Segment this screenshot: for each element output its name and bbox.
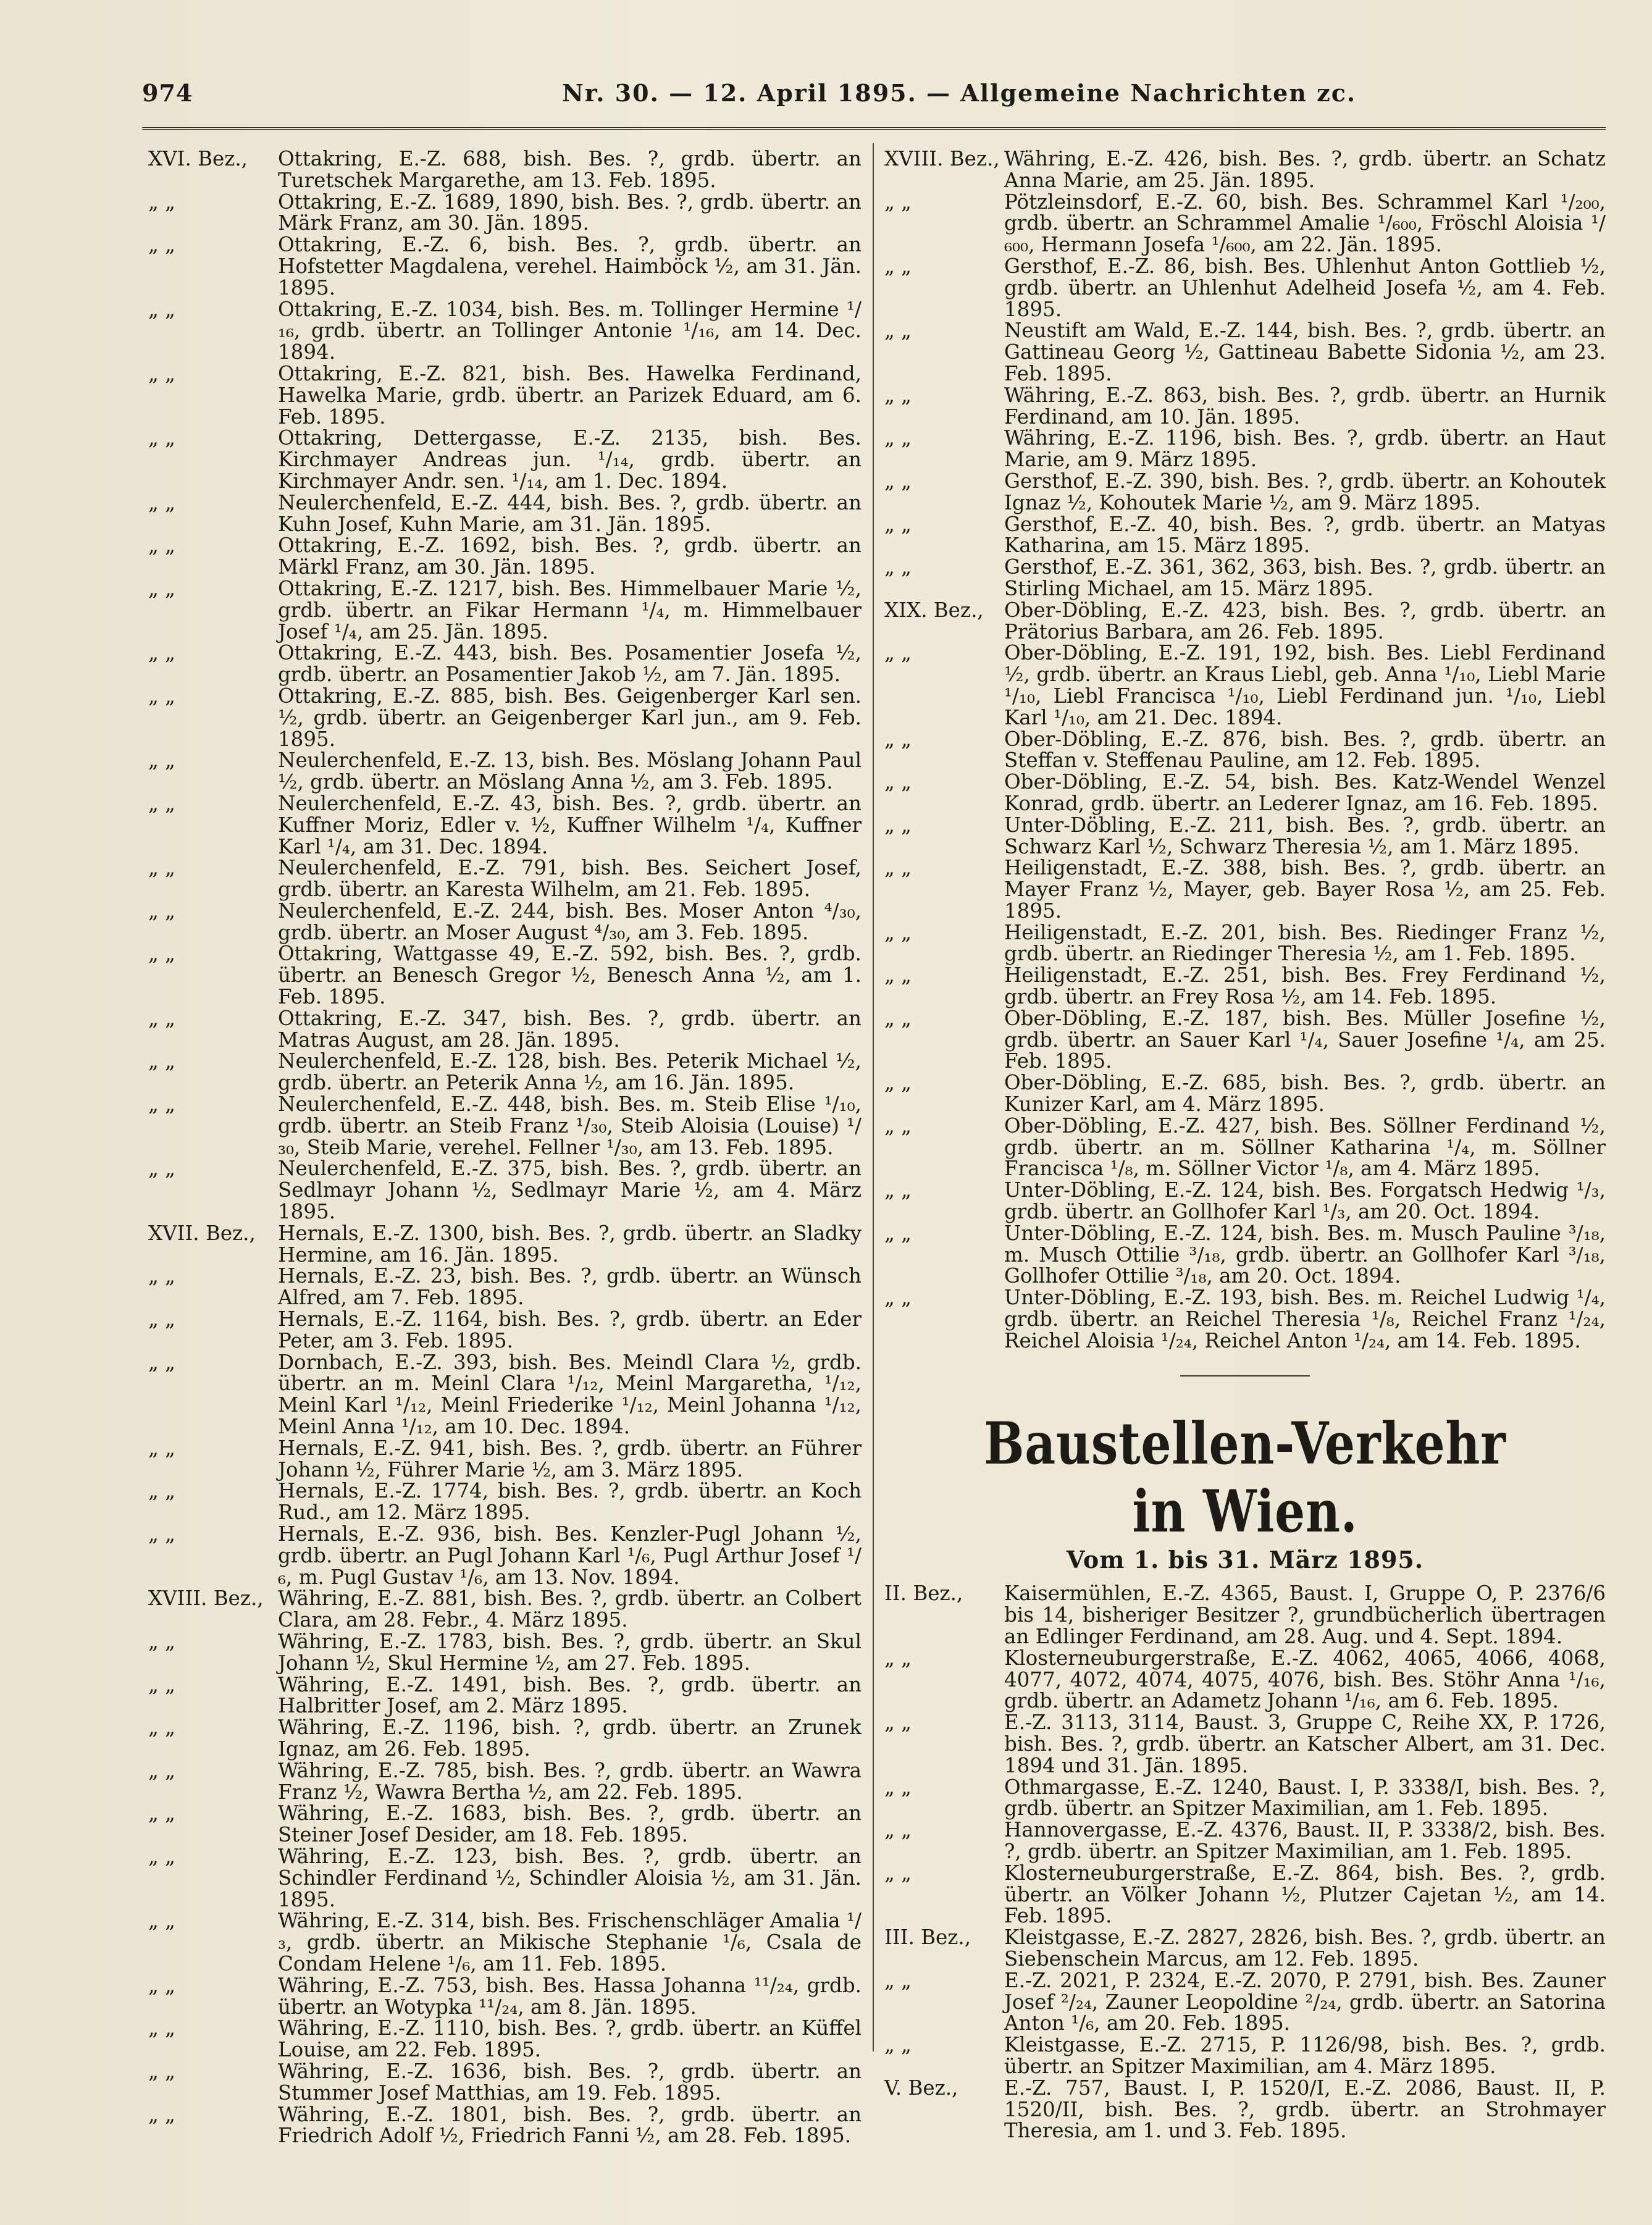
- register-entry: [884, 771, 1606, 815]
- register-entry: [884, 642, 1606, 728]
- register-entry: [884, 1223, 1606, 1287]
- entry-text: Neulerchenfeld, E.-Z. 375, bish. Bes. ?, grdb. übertr. an Sedlmayr Johann ½, Sedlmayr Marie ½, am 4. März 1895.: [278, 1157, 862, 1224]
- section-title: Baustellen-Verkehr in Wien.: [984, 1409, 1506, 1546]
- district-prefix: „ „: [148, 1844, 176, 1868]
- register-entry: [148, 2104, 862, 2147]
- entry-text: Währing, E.-Z. 1636, bish. Bes. ?, grdb. übertr. an Stummer Josef Matthias, am 19. Feb. 1895.: [278, 2059, 862, 2105]
- entry-text: Hernals, E.-Z. 941, bish. Bes. ?, grdb. übertr. an Führer Johann ½, Führer Marie ½, am 3. März 1895.: [278, 1436, 862, 1481]
- register-entry: [884, 1819, 1606, 1863]
- district-prefix: „ „: [148, 1092, 176, 1117]
- entry-text: Ottakring, E.-Z. 688, bish. Bes. ?, grdb. übertr. an Turetschek Margarethe, am 13. Feb. 1895.: [278, 147, 862, 192]
- register-entry: [884, 471, 1606, 514]
- district-prefix: II. Bez.,: [884, 1582, 963, 1606]
- district-prefix: „ „: [884, 813, 912, 837]
- entry-text: Kleistgasse, E.-Z. 2715, P. 1126/98, bish. Bes. ?, grdb. übertr. an Spitzer Maximilian, am 4. März 1895.: [1004, 2033, 1606, 2078]
- district-prefix: XIX. Bez.,: [884, 598, 984, 622]
- entry-text: Gersthof, E.-Z. 86, bish. Bes. Uhlenhut Anton Gottlieb ½, grdb. übertr. an Uhlenhut Adelheid Josefa ½, am 4. Feb. 1895.: [1004, 254, 1606, 321]
- district-prefix: „ „: [148, 1350, 176, 1374]
- column-divider: [873, 143, 874, 2051]
- entry-text: Othmargasse, E.-Z. 1240, Baust. I, P. 3338/I, bish. Bes. ?, grdb. übertr. an Spitzer Maximilian, am 1. Feb. 1895.: [1004, 1775, 1606, 1821]
- register-entry: [148, 1050, 862, 1094]
- register-entry: [148, 1309, 862, 1352]
- district-prefix: „ „: [148, 1049, 176, 1073]
- entry-text: Hernals, E.-Z. 1164, bish. Bes. ?, grdb. übertr. an Eder Peter, am 3. Feb. 1895.: [278, 1307, 862, 1352]
- register-entry: [148, 1975, 862, 2018]
- entry-text: Neulerchenfeld, E.-Z. 13, bish. Bes. Möslang Johann Paul ½, grdb. übertr. an Möslang Anna ½, am 3. Feb. 1895.: [278, 748, 862, 794]
- district-prefix: „ „: [148, 426, 176, 450]
- register-entry: [148, 1717, 862, 1760]
- register-entry: [148, 1438, 862, 1481]
- register-entry: [148, 1480, 862, 1523]
- register-entry: [884, 514, 1606, 557]
- district-prefix: „ „: [884, 1968, 912, 1992]
- district-prefix: „ „: [884, 1113, 912, 1138]
- district-prefix: „ „: [884, 641, 912, 665]
- entry-text: Neustift am Wald, E.-Z. 144, bish. Bes. ?, grdb. übertr. an Gattineau Georg ½, Gattineau Babette Sidonia ½, am 23. Feb. 1895.: [1004, 319, 1606, 385]
- entry-text: Währing, E.-Z. 1491, bish. Bes. ?, grdb. übertr. an Halbritter Josef, am 2. März 1895.: [278, 1672, 862, 1718]
- register-entry: [148, 1803, 862, 1846]
- district-prefix: „ „: [148, 233, 176, 257]
- register-entry: [148, 685, 862, 750]
- entry-text: Ober-Döbling, E.-Z. 685, bish. Bes. ?, grdb. übertr. an Kunizer Karl, am 4. März 1895.: [1004, 1071, 1606, 1117]
- entry-text: Hernals, E.-Z. 1300, bish. Bes. ?, grdb. übertr. an Sladky Hermine, am 16. Jän. 1895.: [278, 1221, 862, 1267]
- district-prefix: „ „: [884, 555, 912, 579]
- left-column: [148, 148, 862, 2147]
- district-prefix: „ „: [884, 426, 912, 450]
- district-prefix: „ „: [884, 469, 912, 493]
- district-prefix: „ „: [884, 1221, 912, 1245]
- entry-text: Gersthof, E.-Z. 40, bish. Bes. ?, grdb. übertr. an Matyas Katharina, am 15. März 1895.: [1004, 512, 1606, 558]
- entry-text: Ottakring, E.-Z. 1692, bish. Bes. ?, grdb. übertr. an Märkl Franz, am 30. Jän. 1895.: [278, 534, 862, 579]
- district-prefix: „ „: [884, 770, 912, 794]
- entry-text: Hernals, E.-Z. 1774, bish. Bes. ?, grdb. übertr. an Koch Rud., am 12. März 1895.: [278, 1479, 862, 1525]
- right-column-entries: [884, 148, 1606, 1352]
- district-prefix: III. Bez.,: [884, 1925, 971, 1950]
- entry-text: Neulerchenfeld, E.-Z. 791, bish. Bes. Seichert Josef, grdb. übertr. an Karesta Wilhelm, am 21. Feb. 1895.: [278, 856, 862, 902]
- section-divider: [1180, 1375, 1310, 1376]
- entry-text: Währing, E.-Z. 785, bish. Bes. ?, grdb. übertr. an Wawra Franz ½, Wawra Bertha ½, am 22. Feb. 1895.: [278, 1758, 862, 1804]
- register-entry: [884, 556, 1606, 600]
- register-entry: [884, 922, 1606, 965]
- district-prefix: „ „: [148, 1629, 176, 1653]
- register-entry: [148, 148, 862, 191]
- running-title: Nr. 30. — 12. April 1895. — Allgemeine Nachrichten zc.: [562, 79, 1357, 107]
- district-prefix: „ „: [884, 963, 912, 987]
- district-prefix: „ „: [148, 1758, 176, 1782]
- district-prefix: „ „: [148, 791, 176, 815]
- district-prefix: „ „: [884, 383, 912, 407]
- register-entry: [148, 1631, 862, 1674]
- register-entry: [148, 191, 862, 235]
- register-entry: [148, 1846, 862, 1910]
- entry-text: Ottakring, E.-Z. 1217, bish. Bes. Himmelbauer Marie ½, grdb. übertr. an Fikar Hermann ¹/₄, m. Himmelbauer Josef ¹/₄, am 25. Jän. 1895.: [278, 576, 862, 643]
- entry-text: Hernals, E.-Z. 23, bish. Bes. ?, grdb. übertr. an Wünsch Alfred, am 7. Feb. 1895.: [278, 1264, 862, 1310]
- entry-text: Währing, E.-Z. 1801, bish. Bes. ?, grdb. übertr. an Friedrich Adolf ½, Friedrich Fanni ½, am 28. Feb. 1895.: [278, 2102, 862, 2148]
- entry-text: Währing, E.-Z. 753, bish. Bes. Hassa Johanna ¹¹/₂₄, grdb. übertr. an Wotypka ¹¹/₂₄, am 8. Jän. 1895.: [278, 1973, 862, 2019]
- district-prefix: „ „: [148, 1436, 176, 1460]
- entry-text: Klosterneuburgerstraße, E.-Z. 4062, 4065, 4066, 4068, 4077, 4072, 4074, 4075, 4076, bish. Bes. Stöhr Anna ¹/₁₆, grdb. übertr. an Adametz Johann ¹/₁₆, am 6. Feb. 1895.: [1004, 1646, 1606, 1713]
- district-prefix: XVII. Bez.,: [148, 1221, 256, 1245]
- district-prefix: „ „: [884, 512, 912, 536]
- register-entry: [148, 1158, 862, 1222]
- entry-text: Ober-Döbling, E.-Z. 876, bish. Bes. ?, grdb. übertr. an Steffan v. Steffenau Pauline, am 12. Feb. 1895.: [1004, 727, 1606, 773]
- entry-text: Kleistgasse, E.-Z. 2827, 2826, bish. Bes. ?, grdb. übertr. an Siebenschein Marcus, am 12. Feb. 1895.: [1004, 1925, 1606, 1971]
- register-entry: [884, 1970, 1606, 2034]
- district-prefix: „ „: [148, 2016, 176, 2040]
- register-entry: [884, 148, 1606, 191]
- entry-text: Ottakring, Wattgasse 49, E.-Z. 592, bish. Bes. ?, grdb. übertr. an Benesch Gregor ½, Benesch Anna ½, am 1. Feb. 1895.: [278, 942, 862, 1009]
- page-header: [142, 79, 1624, 116]
- register-entry: [884, 815, 1606, 858]
- entry-text: Klosterneuburgerstraße, E.-Z. 864, bish. Bes. ?, grdb. übertr. an Völker Johann ½, Plutzer Cajetan ½, am 14. Feb. 1895.: [1004, 1861, 1606, 1928]
- section-entries: [884, 1583, 1606, 2142]
- district-prefix: „ „: [148, 1716, 176, 1740]
- register-entry: [148, 1760, 862, 1803]
- register-entry: [884, 1072, 1606, 1115]
- entry-text: Heiligenstadt, E.-Z. 388, bish. Bes. ?, grdb. übertr. an Mayer Franz ½, Mayer, geb. Bayer Rosa ½, am 25. Feb. 1895.: [1004, 856, 1606, 923]
- district-prefix: „ „: [884, 1861, 912, 1885]
- register-entry: [884, 1927, 1606, 1970]
- district-prefix: „ „: [884, 1646, 912, 1670]
- right-column: [884, 148, 1606, 2142]
- entry-text: Währing, E.-Z. 426, bish. Bes. ?, grdb. übertr. an Schatz Anna Marie, am 25. Jän. 1895.: [1004, 147, 1606, 192]
- register-entry: [148, 793, 862, 857]
- entry-text: E.-Z. 2021, P. 2324, E.-Z. 2070, P. 2791, bish. Bes. Zauner Josef ²/₂₄, Zauner Leopoldine ²/₂₄, grdb. übertr. an Satorina Anton ¹/₆, am 20. Feb. 1895.: [1004, 1968, 1606, 2035]
- register-entry: [148, 1094, 862, 1158]
- district-prefix: „ „: [148, 2102, 176, 2126]
- register-entry: [884, 191, 1606, 256]
- district-prefix: „ „: [884, 1178, 912, 1202]
- district-prefix: XVIII. Bez.,: [148, 1586, 264, 1611]
- register-entry: [148, 234, 862, 298]
- entry-text: Währing, E.-Z. 1783, bish. Bes. ?, grdb. übertr. an Skul Johann ½, Skul Hermine ½, am 27. Feb. 1895.: [278, 1629, 862, 1675]
- district-prefix: „ „: [148, 684, 176, 708]
- district-prefix: „ „: [148, 297, 176, 321]
- entry-text: Währing, E.-Z. 123, bish. Bes. ?, grdb. übertr. an Schindler Ferdinand ½, Schindler Aloisia ½, am 31. Jän. 1895.: [278, 1844, 862, 1911]
- register-entry: [884, 1863, 1606, 1927]
- register-entry: [884, 1583, 1606, 1647]
- entry-text: Währing, E.-Z. 314, bish. Bes. Frischenschläger Amalia ¹/₃, grdb. übertr. an Mikische Stephanie ¹/₆, Csala de Condam Helene ¹/₆, am 11. Feb. 1895.: [278, 1909, 862, 1976]
- district-prefix: „ „: [884, 920, 912, 944]
- district-prefix: „ „: [148, 899, 176, 923]
- district-prefix: „ „: [884, 856, 912, 880]
- entry-text: Ottakring, E.-Z. 443, bish. Bes. Posamentier Josefa ½, grdb. übertr. an Posamentier Jakob ½, am 7. Jän. 1895.: [278, 641, 862, 687]
- register-entry: [884, 1648, 1606, 1712]
- entry-text: Pötzleinsdorf, E.-Z. 60, bish. Bes. Schrammel Karl ¹/₂₀₀, grdb. übertr. an Schrammel Amalie ¹/₆₀₀, Fröschl Aloisia ¹/₆₀₀, Hermann Josefa ¹/₆₀₀, am 22. Jän. 1895.: [1004, 190, 1606, 257]
- register-entry: [884, 2077, 1606, 2142]
- register-entry: [884, 729, 1606, 772]
- district-prefix: „ „: [884, 190, 912, 214]
- district-prefix: „ „: [148, 1006, 176, 1030]
- register-entry: [148, 1223, 862, 1266]
- register-entry: [884, 1712, 1606, 1776]
- district-prefix: „ „: [148, 748, 176, 773]
- entry-text: Währing, E.-Z. 881, bish. Bes. ?, grdb. übertr. an Colbert Clara, am 28. Febr., 4. März 1895.: [278, 1586, 862, 1632]
- entry-text: Gersthof, E.-Z. 390, bish. Bes. ?, grdb. übertr. an Kohoutek Ignaz ½, Kohoutek Marie ½, am 9. März 1895.: [1004, 469, 1606, 514]
- district-prefix: „ „: [148, 641, 176, 665]
- district-prefix: XVIII. Bez.,: [884, 147, 1000, 170]
- district-prefix: „ „: [884, 319, 912, 343]
- register-entry: [148, 1523, 862, 1588]
- header-rule: [142, 127, 1606, 130]
- entry-text: Währing, E.-Z. 863, bish. Bes. ?, grdb. übertr. an Hurnik Ferdinand, am 10. Jän. 1895.: [1004, 383, 1606, 429]
- entry-text: Unter-Döbling, E.-Z. 124, bish. Bes. Forgatsch Hedwig ¹/₃, grdb. übertr. an Gollhofer Karl ¹/₃, am 20. Oct. 1894.: [1004, 1178, 1606, 1224]
- entry-text: Ober-Döbling, E.-Z. 187, bish. Bes. Müller Josefine ½, grdb. übertr. an Sauer Karl ¹/₄, Sauer Josefine ¹/₄, am 25. Feb. 1895.: [1004, 1006, 1606, 1073]
- district-prefix: „ „: [884, 1006, 912, 1030]
- district-prefix: „ „: [148, 1264, 176, 1288]
- district-prefix: „ „: [884, 2033, 912, 2057]
- entry-text: Heiligenstadt, E.-Z. 251, bish. Bes. Frey Ferdinand ½, grdb. übertr. an Frey Rosa ½, am 14. Feb. 1895.: [1004, 963, 1606, 1009]
- entry-text: Währing, E.-Z. 1196, bish. ?, grdb. übertr. an Zrunek Ignaz, am 26. Feb. 1895.: [278, 1716, 862, 1761]
- register-entry: [148, 750, 862, 793]
- entry-text: Kaisermühlen, E.-Z. 4365, Baust. I, Gruppe O, P. 2376/6 bis 14, bisheriger Besitzer ?, grundbücherlich übertragen an Edlinger Ferdinand, am 28. Aug. und 4. Sept. 1894.: [1004, 1582, 1606, 1649]
- register-entry: [148, 427, 862, 492]
- district-prefix: „ „: [148, 1801, 176, 1825]
- entry-text: Neulerchenfeld, E.-Z. 244, bish. Bes. Moser Anton ⁴/₃₀, grdb. übertr. an Moser August ⁴/₃₀, am 3. Feb. 1895.: [278, 899, 862, 944]
- district-prefix: „ „: [884, 1071, 912, 1095]
- page-number: 974: [142, 79, 193, 107]
- register-entry: [148, 535, 862, 578]
- entry-text: Unter-Döbling, E.-Z. 211, bish. Bes. ?, grdb. übertr. an Schwarz Karl ½, Schwarz Theresia ½, am 1. März 1895.: [1004, 813, 1606, 858]
- entry-text: Unter-Döbling, E.-Z. 124, bish. Bes. m. Musch Pauline ³/₁₈, m. Musch Ottilie ³/₁₈, grdb. übertr. an Gollhofer Karl ³/₁₈, Gollhofer Ottilie ³/₁₈, am 20. Oct. 1894.: [1004, 1221, 1606, 1288]
- register-entry: [148, 943, 862, 1007]
- entry-text: Währing, E.-Z. 1196, bish. Bes. ?, grdb. übertr. an Haut Marie, am 9. März 1895.: [1004, 426, 1606, 472]
- district-prefix: „ „: [148, 1973, 176, 1997]
- register-entry: [148, 2018, 862, 2061]
- register-entry: [884, 320, 1606, 384]
- entry-text: Währing, E.-Z. 1110, bish. Bes. ?, grdb. übertr. an Küffel Louise, am 22. Feb. 1895.: [278, 2016, 862, 2062]
- district-prefix: „ „: [148, 1307, 176, 1331]
- register-entry: [148, 642, 862, 685]
- register-entry: [884, 965, 1606, 1008]
- register-entry: [884, 1115, 1606, 1180]
- entry-text: Ottakring, E.-Z. 821, bish. Bes. Hawelka Ferdinand, Hawelka Marie, grdb. übertr. an Parizek Eduard, am 6. Feb. 1895.: [278, 361, 862, 429]
- register-entry: [148, 363, 862, 427]
- district-prefix: „ „: [884, 1286, 912, 1310]
- district-prefix: „ „: [148, 490, 176, 514]
- district-prefix: „ „: [148, 361, 176, 385]
- entry-text: Heiligenstadt, E.-Z. 201, bish. Bes. Riedinger Franz ½, grdb. übertr. an Riedinger Theresia ½, am 1. Feb. 1895.: [1004, 920, 1606, 966]
- entry-text: Hannovergasse, E.-Z. 4376, Baust. II, P. 3338/2, bish. Bes. ?, grdb. übertr. an Spitzer Maximilian, am 1. Feb. 1895.: [1004, 1818, 1606, 1863]
- register-entry: [884, 385, 1606, 428]
- register-entry: [148, 2061, 862, 2104]
- register-entry: [884, 857, 1606, 921]
- entry-text: Ober-Döbling, E.-Z. 427, bish. Bes. Söllner Ferdinand ½, grdb. übertr. an m. Söllner Katharina ¹/₄, m. Söllner Francisca ¹/₈, m. Söllner Victor ¹/₈, am 4. März 1895.: [1004, 1113, 1606, 1181]
- entry-text: Neulerchenfeld, E.-Z. 128, bish. Bes. Peterik Michael ½, grdb. übertr. an Peterik Anna ½, am 16. Jän. 1895.: [278, 1049, 862, 1095]
- district-prefix: „ „: [148, 2059, 176, 2083]
- entry-text: Hernals, E.-Z. 936, bish. Bes. Kenzler-Pugl Johann ½, grdb. übertr. an Pugl Johann Karl ¹/₆, Pugl Arthur Josef ¹/₆, m. Pugl Gustav ¹/₆, am 13. Nov. 1894.: [278, 1522, 862, 1589]
- district-prefix: „ „: [148, 1522, 176, 1546]
- district-prefix: „ „: [148, 576, 176, 600]
- entry-text: Neulerchenfeld, E.-Z. 444, bish. Bes. ?, grdb. übertr. an Kuhn Josef, Kuhn Marie, am 31. Jän. 1895.: [278, 490, 862, 536]
- register-entry: [148, 1008, 862, 1051]
- entry-text: Dornbach, E.-Z. 393, bish. Bes. Meindl Clara ½, grdb. übertr. an m. Meinl Clara ¹/₁₂, Meinl Margaretha, ¹/₁₂, Meinl Karl ¹/₁₂, Meinl Friederike ¹/₁₂, Meinl Johanna ¹/₁₂, Meinl Anna ¹/₁₂, am 10. Dec. 1894.: [278, 1350, 862, 1439]
- district-prefix: XVI. Bez.,: [148, 147, 248, 170]
- entry-text: Ottakring, E.-Z. 885, bish. Bes. Geigenberger Karl sen. ½, grdb. übertr. an Geigenberger Karl jun., am 9. Feb. 1895.: [278, 684, 862, 751]
- register-entry: [884, 427, 1606, 471]
- entry-text: E.-Z. 3113, 3114, Baust. 3, Gruppe C, Reihe XX, P. 1726, bish. Bes. ?, grdb. übertr. an Katscher Albert, am 31. Dec. 1894 und 31. Jän. 1895.: [1004, 1711, 1606, 1777]
- district-prefix: „ „: [884, 1711, 912, 1735]
- district-prefix: V. Bez.,: [884, 2076, 958, 2100]
- district-prefix: „ „: [884, 1775, 912, 1799]
- district-prefix: „ „: [148, 1157, 176, 1181]
- district-prefix: „ „: [884, 254, 912, 278]
- register-entry: [148, 299, 862, 363]
- district-prefix: „ „: [148, 942, 176, 966]
- entry-text: Ober-Döbling, E.-Z. 54, bish. Bes. Katz-Wendel Wenzel Konrad, grdb. übertr. an Lederer Ignaz, am 16. Feb. 1895.: [1004, 770, 1606, 815]
- register-entry: [148, 578, 862, 642]
- register-entry: [148, 1910, 862, 1974]
- entry-text: Unter-Döbling, E.-Z. 193, bish. Bes. m. Reichel Ludwig ¹/₄, grdb. übertr. an Reichel Theresia ¹/₈, Reichel Franz ¹/₂₄, Reichel Aloisia ¹/₂₄, Reichel Anton ¹/₂₄, am 14. Feb. 1895.: [1004, 1286, 1606, 1352]
- register-entry: [884, 1180, 1606, 1223]
- entry-text: Währing, E.-Z. 1683, bish. Bes. ?, grdb. übertr. an Steiner Josef Desider, am 18. Feb. 1895.: [278, 1801, 862, 1847]
- register-entry: [148, 900, 862, 944]
- entry-text: Ober-Döbling, E.-Z. 423, bish. Bes. ?, grdb. übertr. an Prätorius Barbara, am 26. Feb. 1895.: [1004, 598, 1606, 643]
- district-prefix: „ „: [148, 1909, 176, 1933]
- district-prefix: „ „: [148, 856, 176, 880]
- register-entry: [884, 1777, 1606, 1820]
- register-entry: [884, 600, 1606, 643]
- register-entry: [884, 1287, 1606, 1351]
- entry-text: Neulerchenfeld, E.-Z. 43, bish. Bes. ?, grdb. übertr. an Kuffner Moriz, Edler v. ½, Kuffner Wilhelm ¹/₄, Kuffner Karl ¹/₄, am 31. Dec. 1894.: [278, 791, 862, 858]
- entry-text: Gersthof, E.-Z. 361, 362, 363, bish. Bes. ?, grdb. übertr. an Stirling Michael, am 15. März 1895.: [1004, 555, 1606, 600]
- district-prefix: „ „: [148, 190, 176, 214]
- entry-text: Ottakring, E.-Z. 6, bish. Bes. ?, grdb. übertr. an Hofstetter Magdalena, verehel. Haimböck ½, am 31. Jän. 1895.: [278, 233, 862, 300]
- district-prefix: „ „: [148, 1479, 176, 1503]
- register-entry: [884, 1008, 1606, 1072]
- entry-text: Ottakring, E.-Z. 347, bish. Bes. ?, grdb. übertr. an Matras August, am 28. Jän. 1895.: [278, 1006, 862, 1052]
- district-prefix: „ „: [884, 727, 912, 751]
- entry-text: E.-Z. 757, Baust. I, P. 1520/I, E.-Z. 2086, Baust. II, P. 1520/II, bish. Bes. ?, grdb. übertr. an Strohmayer Theresia, am 1. und 3. Feb. 1895.: [1004, 2076, 1606, 2143]
- district-prefix: „ „: [148, 534, 176, 558]
- register-entry: [148, 492, 862, 535]
- entry-text: Ottakring, Dettergasse, E.-Z. 2135, bish. Bes. Kirchmayer Andreas jun. ¹/₁₄, grdb. übertr. an Kirchmayer Andr. sen. ¹/₁₄, am 1. Dec. 1894.: [278, 426, 862, 493]
- register-entry: [148, 1352, 862, 1438]
- section-subtitle: Vom 1. bis 31. März 1895.: [1066, 1545, 1424, 1573]
- entry-text: Neulerchenfeld, E.-Z. 448, bish. Bes. m. Steib Elise ¹/₁₀, grdb. übertr. an Steib Franz ¹/₃₀, Steib Aloisia (Louise) ¹/₃₀, Steib Marie, verehel. Fellner ¹/₃₀, am 13. Feb. 1895.: [278, 1092, 862, 1159]
- register-entry: [884, 2034, 1606, 2077]
- register-entry: [148, 1674, 862, 1717]
- register-entry: [148, 1588, 862, 1631]
- entry-text: Ottakring, E.-Z. 1034, bish. Bes. m. Tollinger Hermine ¹/₁₆, grdb. übertr. an Tollinger Antonie ¹/₁₆, am 14. Dec. 1894.: [278, 297, 862, 364]
- register-entry: [148, 1265, 862, 1309]
- entry-text: Ottakring, E.-Z. 1689, 1890, bish. Bes. ?, grdb. übertr. an Märk Franz, am 30. Jän. 1895.: [278, 190, 862, 235]
- district-prefix: „ „: [884, 1818, 912, 1842]
- register-entry: [148, 857, 862, 900]
- district-prefix: „ „: [148, 1672, 176, 1696]
- entry-text: Ober-Döbling, E.-Z. 191, 192, bish. Bes. Liebl Ferdinand ½, grdb. übertr. an Kraus Liebl, geb. Anna ¹/₁₀, Liebl Marie ¹/₁₀, Liebl Francisca ¹/₁₀, Liebl Ferdinand jun. ¹/₁₀, Liebl Karl ¹/₁₀, am 21. Dec. 1894.: [1004, 641, 1606, 729]
- register-entry: [884, 256, 1606, 320]
